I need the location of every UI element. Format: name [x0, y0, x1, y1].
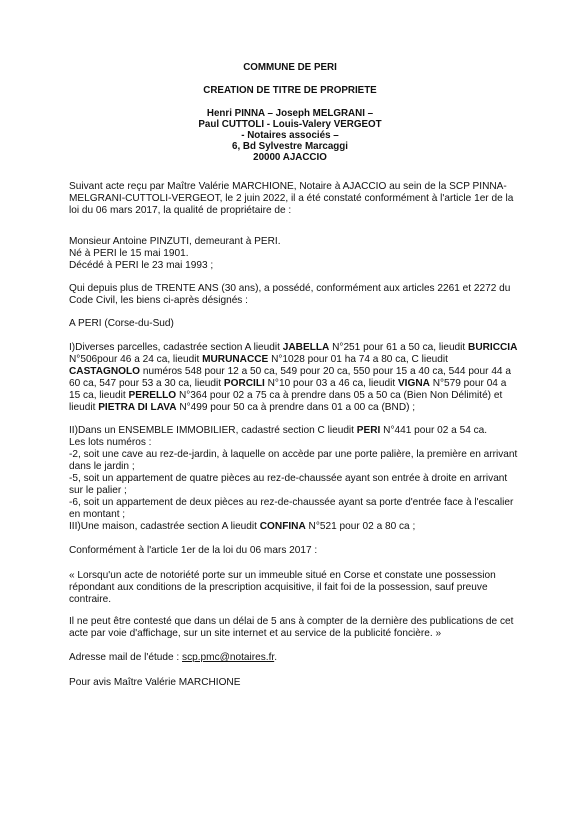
- owner-block: [69, 236, 520, 272]
- contact-email-link[interactable]: scp.pmc@notaires.fr: [182, 652, 275, 663]
- contact-line: Adresse mail de l'étude : scp.pmc@notaires.fr.: [69, 652, 277, 663]
- owner-died: Décédé à PERI le 23 mai 1993 ;: [69, 260, 214, 271]
- possession-paragraph: Qui depuis plus de TRENTE ANS (30 ans), a possédé, conformément aux articles 2261 et 2272 du Code Civil, les biens ci-après désignés :: [69, 283, 511, 306]
- document-header: [0, 62, 580, 73]
- lot-2: -2, soit une cave au rez-de-jardin, à laquelle on accède par une porte palière, la première en arrivant dans le jardin ;: [69, 449, 518, 472]
- owner-name: Monsieur Antoine PINZUTI, demeurant à PERI.: [69, 236, 281, 247]
- section-1-parcels: I)Diverses parcelles, cadastrée section A lieudit JABELLA N°251 pour 61 a 50 ca, lieudit BURICCIA N°506pour 46 a 24 ca, lieudit MURUNACCE N°1028 pour 01 ha 74 a 80 ca, C lieudit CASTAGNOLO numéros 548 pour 12 a 50 ca, 549 pour 20 ca, 550 pour 15 a 40 ca, 544 pour 44 a 60 ca, 547 pour 53 a 30 ca, lieudit PORCILI N°10 pour 03 a 46 ca, lieudit VIGNA N°579 pour 04 a 15 ca, lieudit PERELLO N°364 pour 02 a 75 ca à prendre dans 05 a 50 ca (Bien Non Délimité) et lieudit PIETRA DI LAVA N°499 pour 50 ca à prendre dans 01 a 00 ca (BND) ;: [69, 342, 518, 413]
- lieudit-murunacce: MURUNACCE: [202, 354, 269, 365]
- signature-line: Pour avis Maître Valérie MARCHIONE: [69, 677, 241, 688]
- intro-paragraph: Suivant acte reçu par Maître Valérie MARCHIONE, Notaire à AJACCIO au sein de la SCP PINNA-MELGRANI-CUTTOLI-VERGEOT, le 2 juin 2022, il a été constaté conformément à l'article 1er de la loi du 06 mars 2017, la qualité de propriétaire de :: [69, 181, 514, 216]
- notaries-line-3: - Notaires associés –: [241, 130, 339, 141]
- lot-5: -5, soit un appartement de quatre pièces au rez-de-chaussée ayant son entrée à droite en arrivant sur le palier ;: [69, 473, 508, 496]
- notaries-line-1: Henri PINNA – Joseph MELGRANI –: [206, 108, 374, 119]
- lieudit-buriccia: BURICCIA: [468, 342, 518, 353]
- lot-6: -6, soit un appartement de deux pièces au rez-de-chaussée ayant sa porte d'entrée face à l'escalier en montant ;: [69, 497, 514, 520]
- section-2-building: II)Dans un ENSEMBLE IMMOBILIER, cadastré section C lieudit PERI N°441 pour 02 a 54 ca. Les lots numéros : -2, soit une cave au rez-de-jardin, à laquelle on accède par une porte palière, la première en arrivant dans le jardin ; -5, soit un appartement de quatre pièces au rez-de-chaussée ayant son entrée à droite en arrivant sur le palier ; -6, soit un appartement de deux pièces au rez-de-chaussée ayant sa porte d'entrée face à l'escalier en montant ;: [69, 425, 520, 521]
- lieudit-jabella: JABELLA: [282, 342, 330, 353]
- notice-title: CREATION DE TITRE DE PROPRIETE: [203, 85, 377, 96]
- lots-heading: Les lots numéros :: [69, 437, 152, 448]
- lieudit-pietra-di-lava: PIETRA DI LAVA: [98, 402, 177, 413]
- quote-paragraph-1: « Lorsqu'un acte de notoriété porte sur un immeuble situé en Corse et constate une possession répondant aux conditions de la prescription acquisitive, il fait foi de la possession, sauf preuve contraire.: [69, 570, 496, 605]
- law-reference: Conformément à l'article 1er de la loi du 06 mars 2017 :: [69, 545, 318, 556]
- lieudit-porcili: PORCILI: [223, 378, 265, 389]
- lieudit-vigna: VIGNA: [397, 378, 430, 389]
- lieudit-confina: CONFINA: [259, 521, 306, 532]
- notaries-line-2: Paul CUTTOLI - Louis-Valery VERGEOT: [198, 119, 382, 130]
- lieudit-peri: PERI: [356, 425, 381, 436]
- notary-block: [0, 108, 580, 163]
- owner-born: Né à PERI le 15 mai 1901.: [69, 248, 189, 259]
- lieudit-perello: PERELLO: [128, 390, 177, 401]
- address-line-1: 6, Bd Sylvestre Marcaggi: [232, 141, 348, 152]
- lieudit-castagnolo: CASTAGNOLO: [69, 366, 141, 377]
- quote-paragraph-2: Il ne peut être contesté que dans un délai de 5 ans à compter de la dernière des publications de cet acte par voie d'affichage, sur un site internet et au service de la publicité foncière. »: [69, 616, 514, 639]
- location-line: A PERI (Corse-du-Sud): [69, 318, 174, 329]
- address-line-2: 20000 AJACCIO: [253, 152, 327, 163]
- commune-title: COMMUNE DE PERI: [243, 62, 337, 73]
- notice-title-block: [0, 85, 580, 96]
- contact-label: Adresse mail de l'étude :: [69, 652, 183, 663]
- section-3-house: III)Une maison, cadastrée section A lieudit CONFINA N°521 pour 02 a 80 ca ;: [69, 521, 416, 532]
